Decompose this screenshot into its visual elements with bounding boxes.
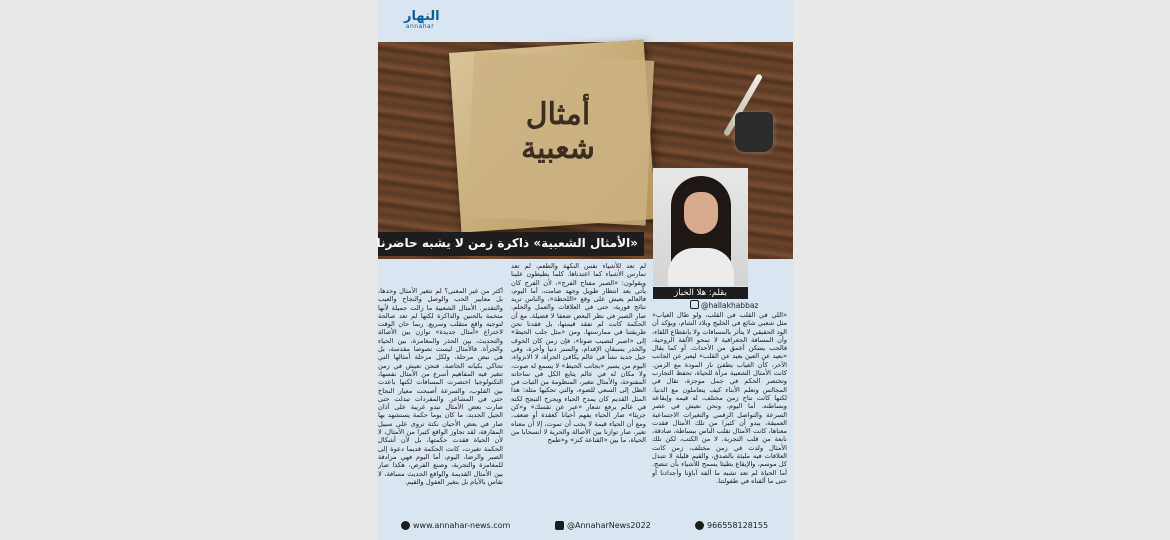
article-column-1: «اللي في القلب في القلب، ولو طال الغياب» مثل شعبي شائع في الخليج وبلاد الشام، ويؤكد أن الود الحقيقي لا يتأثر بالمسافات ولا بانقطاع اللقاء، وأن المسافة الجغرافية لا تمحو الألفة الروحية، فالحب يسكن أعمق من الأحداث. أو كما يقال «بعيد عن العين بعيد عن القلب» ليعبر عن الجانب الآخر، كأن الغياب يطفئ نار المودة مع الزمن. كانت الأمثال الشعبية مرآة للحياة، تحفظ التجارب وتختصر الحكم في جمل موجزة، تقال في المجالس وتعلم الأبناء كيف يتعاملون مع الدنيا. لكنها كانت نتاج زمن مختلف، له قيمه وإيقاعه وبساطته. أما اليوم، ونحن نعيش في عصر السرعة والتواصل الرقمي والتغيرات الاجتماعية العميقة، يبدو أن كثيرا من تلك الأمثال فقدت معناها، كانت الأمثال تقلب الناس ببساطة، صادقة، نابعة من قلب التجربة. لا من الكتب، لكن تلك الأمثال ولدت في زمن مختلف، زمن كانت العلاقات فيه مليئة بالصدق، والقيم قليلة لا تتبدل كل موسم، والإيقاع بطيئا يسمح للأشياء بأن تنضج. أما الحياة لم تعد تشبه ما ألفه آباؤنا وأجدادنا أو حتى ما ألفناه في طفولتنا. <box>652 311 787 485</box>
newspaper-logo <box>404 9 440 32</box>
article-column-2: لم تعد للأشياء نفس النكهة والطعم، لم تعد تمارس الأشياء كما اعتدناها. كلما يطيطون علينا ويقولون: «الصبر مفتاح الفرج»، لأن الفرج كان يأتي بعد انتظار طويل وجهد صامت، أما اليوم، فالعالم يعيش على وقع «اللحظة»، والناس تريد نتائج فورية، حتى في العلاقات والعمل والحلم. صار الصبر في نظر البعض ضعفا لا فضيلة. مع أن الحكمة كانت لم تفقد قيمتها، بل فقدنا نحن طريقتنا في ممارستها. ومن «مثل جلب الحيط» إلى «اصبر لتصيب صوتا»، فإن زمن كان الخوف والحذر يسبقان الإقدام، والستر دنيا وأخرة، وفي جيل جديد نشأ في عالم يكافئ الجرأة، لا الانزواء، اليوم من يسير «بجانب الحيط» لا يسمع له صوت، ولا مكان له في عالم يتابع الكل في ساحاته المفتوحة، والأمثال تتغير، المنظومة من الثبات في الظل إلى السعي للضوء، والتي تحكيها مثله: هذا المثل القديم كان يمدح الحياء ويجرح التبجح لكنه في عالم يرفع شعار «عبر عن نفسك» و«كن جريئا» صار الحياء يفهم أحيانا كعقدة أو ضعف. ومع أن الحياء قيمة لا يجب أن تموت، إلا أن معناه تغير، صار توازنا بين الأصالة والحرية لا انسحابا من الحياة، ما بين «القناعة كنز» و«طمح <box>511 262 646 445</box>
page-footer <box>377 512 793 540</box>
author-shoulders <box>668 248 734 286</box>
author-face <box>684 192 718 234</box>
logo-latin: annahar <box>405 23 435 30</box>
footer-website[interactable] <box>401 521 510 530</box>
footer-whatsapp-text: 966558128155 <box>707 521 769 530</box>
logo-arabic: النهار <box>404 9 440 24</box>
whatsapp-icon <box>695 521 704 530</box>
footer-website-text: www.annahar-news.com <box>413 521 511 530</box>
hero-calligraphy-title: أمثال شعبية <box>521 97 595 166</box>
footer-twitter-text: @AnnaharNews2022 <box>567 521 651 530</box>
author-handle[interactable] <box>690 300 758 310</box>
article-title-banner <box>378 232 644 256</box>
x-twitter-icon <box>555 521 564 530</box>
author-handle-text: @hallakhabbaz <box>701 301 759 310</box>
instagram-icon <box>690 300 699 309</box>
footer-twitter[interactable] <box>555 521 651 530</box>
author-photo <box>653 168 748 286</box>
inkwell-icon <box>735 112 773 152</box>
globe-icon <box>401 521 410 530</box>
article-column-3: أكثر من غير المعنى؟ لم تتغير الأمثال وحدها، بل معايير الحب والوصل والنجاح والعيب والتقدير. الأمثال الشعبية ما زالت جميلة لأنها متخمة بالحنين والذاكرة لكنها لم تعد صالحة لتوجيه واقع متقلب وسريع. ربما حان الوقت لاختراع «أمثال جديدة» توازن بين الأصالة والتحديث، بين الحذر والمغامرة، بين الحياء والجرأة. فالأمثال ليست نصوصا مقدسة، بل هي نبض مرحلة، ولكل مرحلة أمثالها التي تحاكي بكيانه الخاصة. فنحن نعيش في زمن تتغير فيه المفاهيم أسرع من الأمثال نفسها، التكنولوجيا اختصرت المسافات لكنها باعدت بين القلوب، والسرعة أصبحت معيار النجاح حتى في المشاعر. والمفردات تبدلت حتى صارت بعض الأمثال تبدو غريبة على آذان الجيل الجديد، ما كان يوما حكمة يستشهد بها صار في بعض الأحيان نكتة تروى على سبيل المفارقة، لقد تجاوز الواقع كثيرا من الأمثال، لا لأن الحياة فقدت حكمتها، بل لأن أشكال الحكمة تغيرت، كانت الحكمة قديما دعوة إلى الصبر والرضا، اليوم، أما اليوم فهي مرادفة للمغامرة والتجربة، وصنع الفرص، هكذا صار بين الأمثال القديمة والواقع الحديث مسافة، لا تقاس بالأيام بل بتغير العقول والقيم. <box>378 287 503 486</box>
article-title: «الأمثال الشعبية» ذاكرة زمن لا يشبه حاضرنا <box>376 236 638 250</box>
footer-whatsapp[interactable] <box>695 521 768 530</box>
author-byline: بقلم: هلا الخباز <box>653 287 748 299</box>
